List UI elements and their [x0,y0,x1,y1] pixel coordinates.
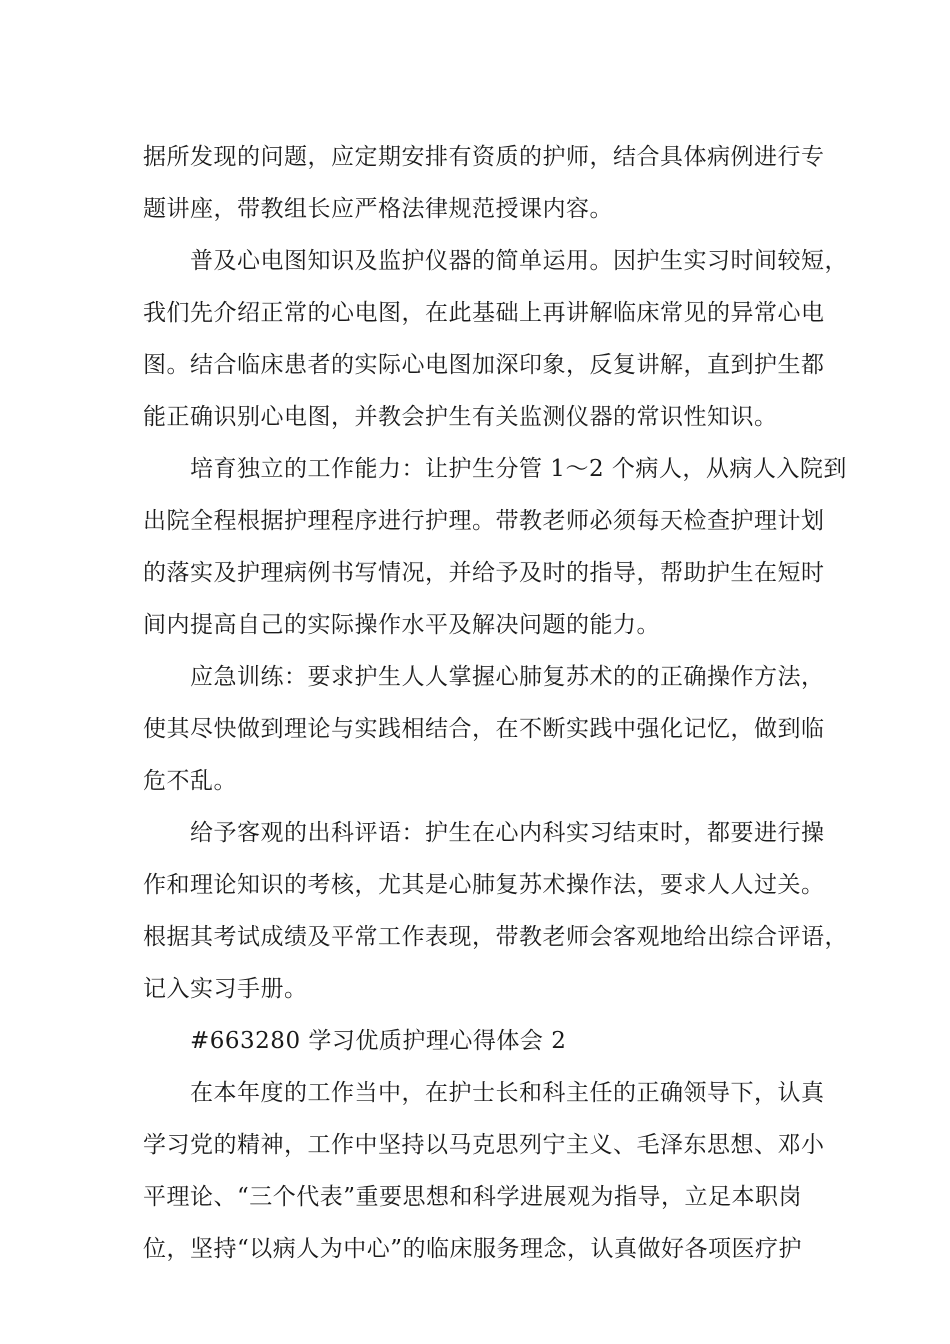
text-line: 能正确识别心电图，并教会护生有关监测仪器的常识性知识。 [143,404,778,430]
text-line: 据所发现的问题，应定期安排有资质的护师，结合具体病例进行专 [143,144,825,170]
paragraph-6 [143,1067,833,1275]
paragraph-4 [143,651,833,807]
text-line: 危不乱。 [143,768,237,794]
paragraph-5 [143,807,848,1015]
text-line: 出院全程根据护理程序进行护理。带教老师必须每天检查护理计划 [143,508,825,534]
document-body [143,131,848,1275]
text-line: 位，坚持“以病人为中心”的临床服务理念，认真做好各项医疗护 [143,1236,803,1262]
text-line: 应急训练：要求护生人人掌握心肺复苏术的的正确操作方法， [190,664,825,690]
text-line: 给予客观的出科评语：护生在心内科实习结束时，都要进行操 [190,820,825,846]
paragraph-3 [143,443,847,651]
text-line: 我们先介绍正常的心电图，在此基础上再讲解临床常见的异常心电 [143,300,825,326]
text-line: 学习党的精神，工作中坚持以马克思列宁主义、毛泽东思想、邓小 [143,1132,825,1158]
heading-line: #663280 学习优质护理心得体会 2 [190,1028,567,1054]
paragraph-2 [143,235,848,443]
text-line: 培育独立的工作能力：让护生分管 1～2 个病人，从病人入院到 [190,456,847,482]
text-line: 在本年度的工作当中，在护士长和科主任的正确领导下，认真 [190,1080,825,1106]
section-heading [143,1015,833,1067]
text-line: 的落实及护理病例书写情况，并给予及时的指导，帮助护生在短时 [143,560,825,586]
text-line: 使其尽快做到理论与实践相结合，在不断实践中强化记忆，做到临 [143,716,825,742]
text-line: 题讲座，带教组长应严格法律规范授课内容。 [143,196,613,222]
text-line: 记入实习手册。 [143,976,308,1002]
text-line: 根据其考试成绩及平常工作表现，带教老师会客观地给出综合评语， [143,924,848,950]
text-line: 平理论、“三个代表”重要思想和科学进展观为指导，立足本职岗 [143,1184,803,1210]
text-line: 普及心电图知识及监护仪器的简单运用。因护生实习时间较短， [190,248,848,274]
text-line: 图。结合临床患者的实际心电图加深印象，反复讲解，直到护生都 [143,352,825,378]
text-line: 间内提高自己的实际操作水平及解决问题的能力。 [143,612,660,638]
paragraph-1 [143,131,833,235]
text-line: 作和理论知识的考核，尤其是心肺复苏术操作法，要求人人过关。 [143,872,825,898]
